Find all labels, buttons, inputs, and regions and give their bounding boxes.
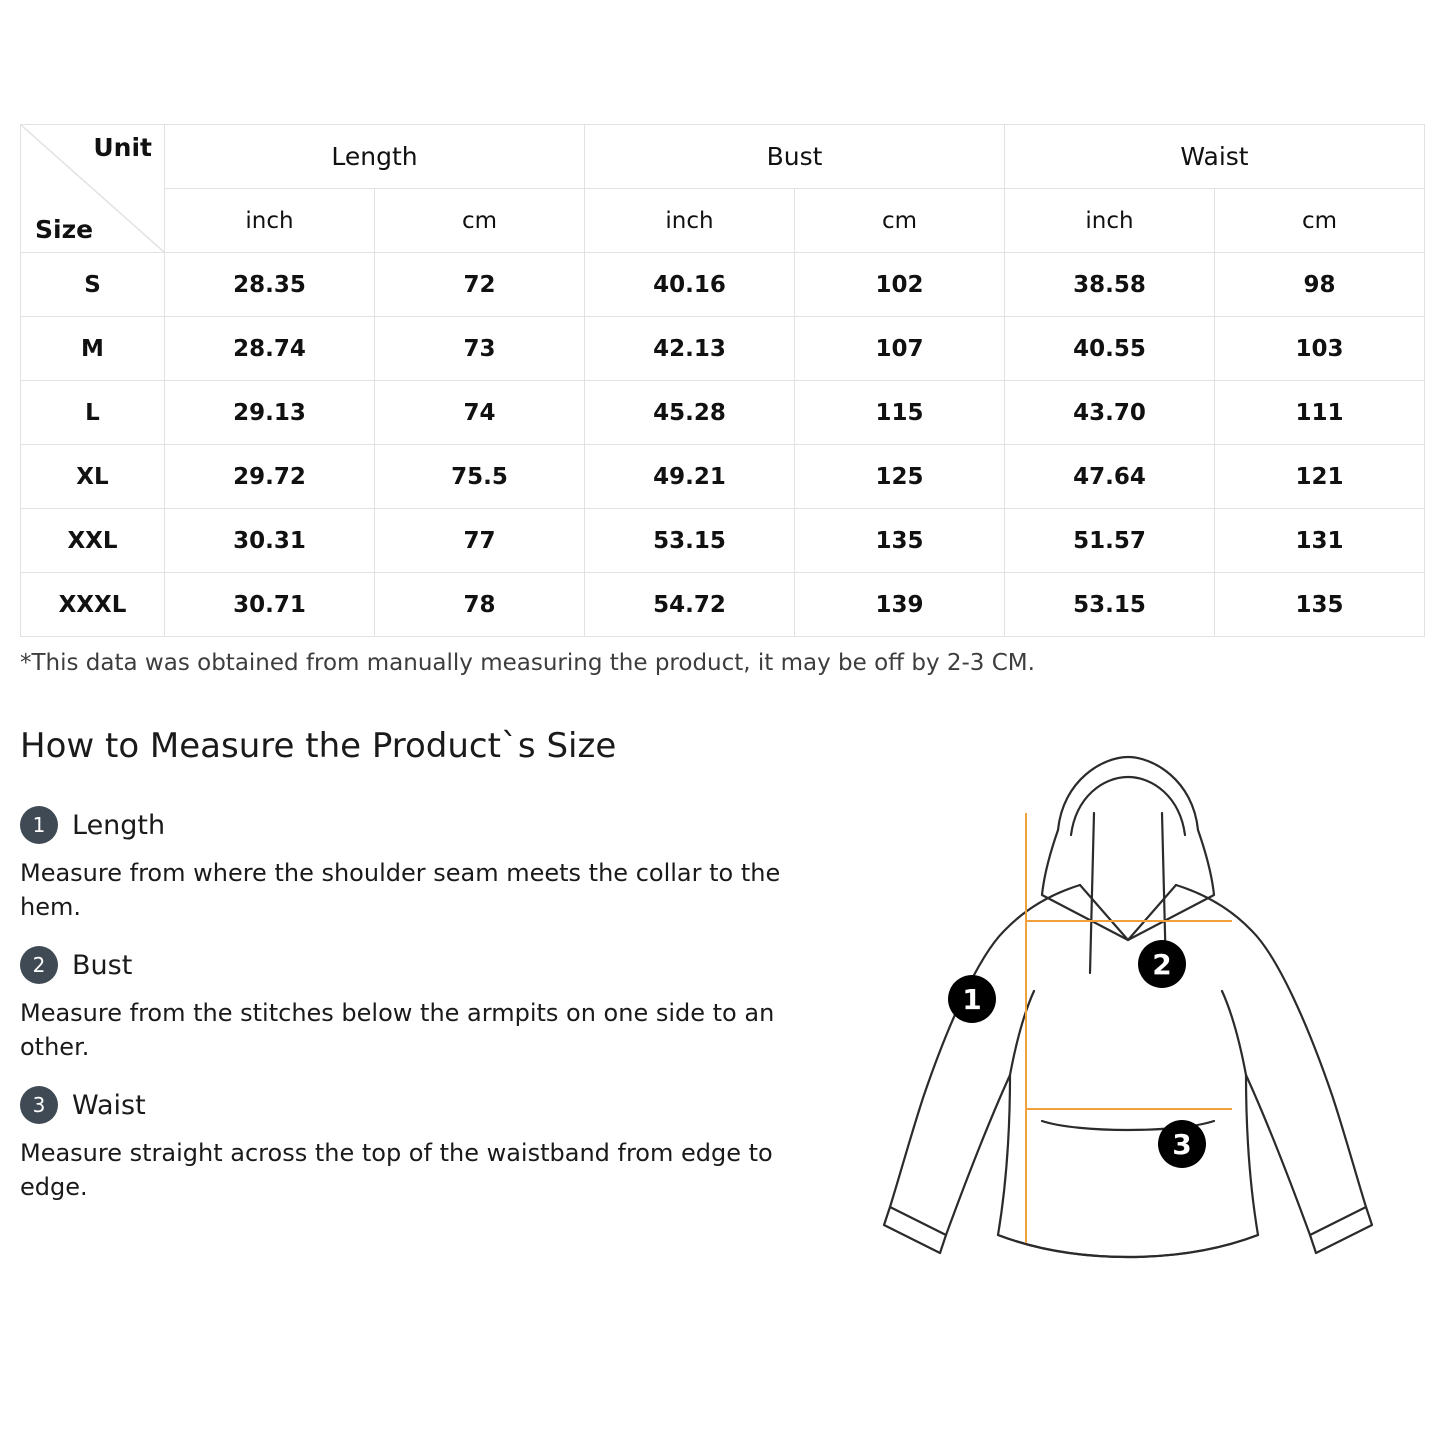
- row-size: XL: [21, 445, 165, 509]
- subheader-bust-cm: cm: [795, 189, 1005, 253]
- step-waist: [20, 1086, 810, 1204]
- cell-length-cm: 73: [375, 317, 585, 381]
- table-row: [21, 317, 1425, 381]
- cell-waist-inch: 47.64: [1005, 445, 1215, 509]
- cell-waist-inch: 40.55: [1005, 317, 1215, 381]
- cell-length-inch: 28.35: [165, 253, 375, 317]
- cell-bust-cm: 115: [795, 381, 1005, 445]
- cell-length-cm: 74: [375, 381, 585, 445]
- cell-length-inch: 30.31: [165, 509, 375, 573]
- how-to-measure-title: How to Measure the Product`s Size: [20, 726, 617, 766]
- table-row: [21, 509, 1425, 573]
- column-group-waist: Waist: [1005, 125, 1425, 189]
- cell-bust-inch: 53.15: [585, 509, 795, 573]
- subheader-waist-cm: cm: [1215, 189, 1425, 253]
- step-description: Measure from the stitches below the armpits on one side to an other.: [20, 999, 775, 1062]
- row-size: XXXL: [21, 573, 165, 637]
- how-to-measure-steps: [20, 806, 810, 1226]
- unit-label: Unit: [93, 133, 152, 162]
- step-description: Measure from where the shoulder seam meets the collar to the hem.: [20, 859, 781, 922]
- diagram-marker-1: 1: [948, 975, 996, 1023]
- hoodie-measurement-diagram: [828, 735, 1428, 1295]
- step-description: Measure straight across the top of the waistband from edge to edge.: [20, 1139, 773, 1202]
- row-size: S: [21, 253, 165, 317]
- cell-bust-cm: 139: [795, 573, 1005, 637]
- table-row: [21, 381, 1425, 445]
- subheader-waist-inch: inch: [1005, 189, 1215, 253]
- step-title: Bust: [72, 949, 133, 981]
- table-row: [21, 573, 1425, 637]
- step-bust: [20, 946, 810, 1064]
- cell-waist-inch: 38.58: [1005, 253, 1215, 317]
- measurement-disclaimer: *This data was obtained from manually measuring the product, it may be off by 2-3 CM.: [20, 650, 1035, 676]
- subheader-bust-inch: inch: [585, 189, 795, 253]
- cell-length-inch: 28.74: [165, 317, 375, 381]
- unit-size-corner-cell: [21, 125, 165, 253]
- cell-length-inch: 29.72: [165, 445, 375, 509]
- table-subheader-row: [21, 189, 1425, 253]
- cell-length-inch: 30.71: [165, 573, 375, 637]
- subheader-length-inch: inch: [165, 189, 375, 253]
- cell-waist-inch: 43.70: [1005, 381, 1215, 445]
- cell-bust-inch: 49.21: [585, 445, 795, 509]
- step-title: Length: [72, 809, 166, 841]
- cell-waist-cm: 135: [1215, 573, 1425, 637]
- cell-waist-inch: 53.15: [1005, 573, 1215, 637]
- diagram-marker-3: 3: [1158, 1120, 1206, 1168]
- cell-bust-cm: 102: [795, 253, 1005, 317]
- cell-length-inch: 29.13: [165, 381, 375, 445]
- column-group-bust: Bust: [585, 125, 1005, 189]
- subheader-length-cm: cm: [375, 189, 585, 253]
- cell-length-cm: 72: [375, 253, 585, 317]
- cell-bust-inch: 40.16: [585, 253, 795, 317]
- row-size: XXL: [21, 509, 165, 573]
- cell-bust-cm: 125: [795, 445, 1005, 509]
- cell-bust-cm: 135: [795, 509, 1005, 573]
- cell-waist-cm: 103: [1215, 317, 1425, 381]
- cell-length-cm: 78: [375, 573, 585, 637]
- cell-waist-cm: 121: [1215, 445, 1425, 509]
- cell-length-cm: 77: [375, 509, 585, 573]
- size-label: Size: [35, 215, 94, 244]
- table-header-row: [21, 125, 1425, 189]
- step-length: [20, 806, 810, 924]
- size-chart-table: [20, 124, 1425, 637]
- cell-bust-inch: 42.13: [585, 317, 795, 381]
- table-row: [21, 445, 1425, 509]
- step-number-badge: 1: [20, 806, 58, 844]
- cell-waist-cm: 111: [1215, 381, 1425, 445]
- hoodie-illustration-icon: [828, 735, 1428, 1295]
- row-size: M: [21, 317, 165, 381]
- cell-length-cm: 75.5: [375, 445, 585, 509]
- cell-bust-inch: 54.72: [585, 573, 795, 637]
- step-number-badge: 3: [20, 1086, 58, 1124]
- cell-waist-cm: 98: [1215, 253, 1425, 317]
- diagram-marker-2: 2: [1138, 940, 1186, 988]
- column-group-length: Length: [165, 125, 585, 189]
- cell-waist-inch: 51.57: [1005, 509, 1215, 573]
- cell-waist-cm: 131: [1215, 509, 1425, 573]
- table-row: [21, 253, 1425, 317]
- size-chart: [20, 124, 1425, 637]
- step-title: Waist: [72, 1089, 146, 1121]
- cell-bust-cm: 107: [795, 317, 1005, 381]
- cell-bust-inch: 45.28: [585, 381, 795, 445]
- row-size: L: [21, 381, 165, 445]
- step-number-badge: 2: [20, 946, 58, 984]
